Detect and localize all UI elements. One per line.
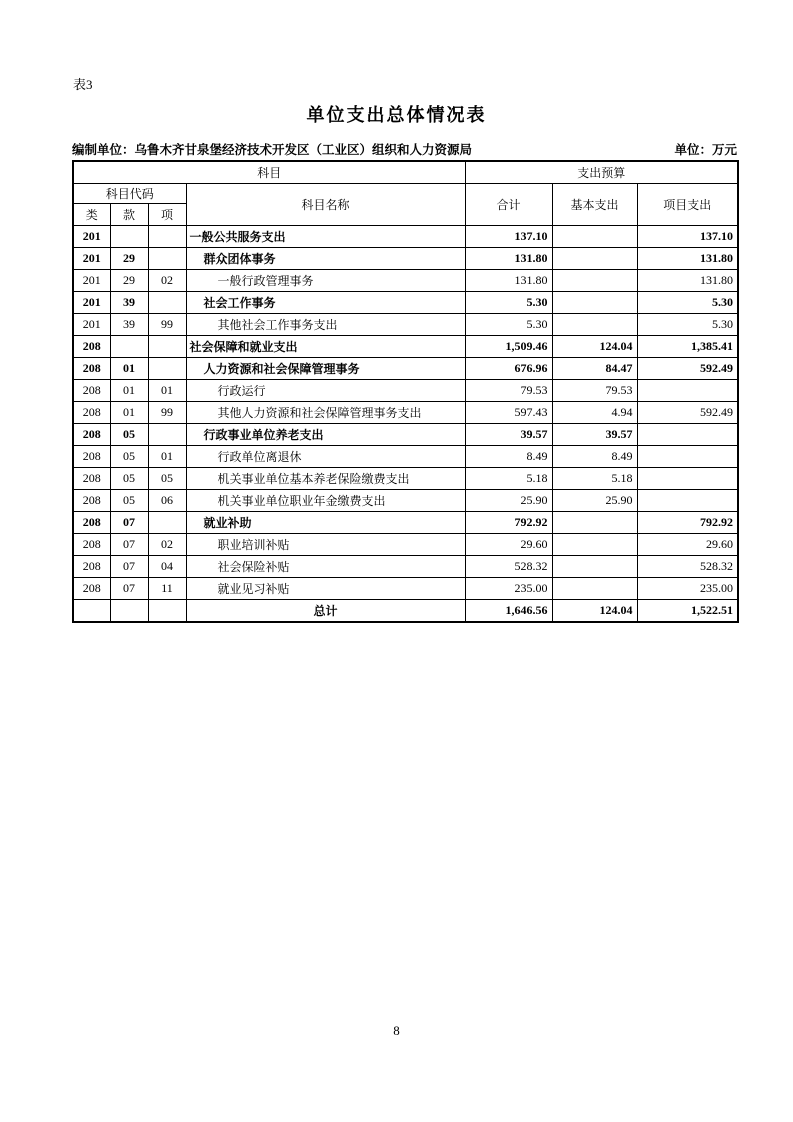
- cell-name: 人力资源和社会保障管理事务: [186, 358, 465, 380]
- table-row: [73, 336, 738, 358]
- cell-project: [637, 468, 738, 490]
- cell-name: 群众团体事务: [186, 248, 465, 270]
- cell-project: 792.92: [637, 512, 738, 534]
- table-body: [73, 226, 738, 623]
- cell-total: 131.80: [465, 248, 552, 270]
- cell-basic: 124.04: [552, 336, 637, 358]
- cell-name: 其他社会工作事务支出: [186, 314, 465, 336]
- cell-cls: 208: [73, 490, 110, 512]
- header-total: 合计: [465, 184, 552, 226]
- cell-kuan: [110, 600, 148, 623]
- cell-name: 其他人力资源和社会保障管理事务支出: [186, 402, 465, 424]
- cell-cls: [73, 600, 110, 623]
- cell-xiang: [148, 248, 186, 270]
- cell-project: 131.80: [637, 270, 738, 292]
- header-subject-code: 科目代码: [73, 184, 186, 204]
- header-xiang: 项: [148, 204, 186, 226]
- table-row: [73, 490, 738, 512]
- cell-project: 131.80: [637, 248, 738, 270]
- cell-project: [637, 490, 738, 512]
- cell-project: 235.00: [637, 578, 738, 600]
- cell-cls: 208: [73, 402, 110, 424]
- table-row: [73, 512, 738, 534]
- cell-basic: 84.47: [552, 358, 637, 380]
- info-line: [72, 140, 737, 158]
- cell-basic: [552, 248, 637, 270]
- cell-cls: 208: [73, 336, 110, 358]
- cell-kuan: 05: [110, 446, 148, 468]
- table-row: [73, 226, 738, 248]
- cell-project: [637, 380, 738, 402]
- cell-total: 131.80: [465, 270, 552, 292]
- cell-xiang: 01: [148, 446, 186, 468]
- cell-kuan: 05: [110, 490, 148, 512]
- cell-total: 235.00: [465, 578, 552, 600]
- cell-basic: [552, 226, 637, 248]
- cell-basic: [552, 270, 637, 292]
- cell-total: 1,646.56: [465, 600, 552, 623]
- table-row: [73, 534, 738, 556]
- cell-basic: [552, 292, 637, 314]
- cell-kuan: 29: [110, 248, 148, 270]
- cell-cls: 208: [73, 424, 110, 446]
- cell-total: 5.30: [465, 314, 552, 336]
- cell-project: 5.30: [637, 292, 738, 314]
- cell-xiang: 01: [148, 380, 186, 402]
- cell-name: 总计: [186, 600, 465, 623]
- header-row-groups: [73, 161, 738, 184]
- cell-basic: [552, 512, 637, 534]
- cell-name: 行政运行: [186, 380, 465, 402]
- cell-cls: 208: [73, 468, 110, 490]
- cell-project: 592.49: [637, 358, 738, 380]
- cell-name: 就业补助: [186, 512, 465, 534]
- cell-cls: 208: [73, 358, 110, 380]
- cell-basic: 39.57: [552, 424, 637, 446]
- cell-xiang: 02: [148, 270, 186, 292]
- cell-kuan: 07: [110, 512, 148, 534]
- expenditure-table: [72, 160, 739, 623]
- cell-name: 社会工作事务: [186, 292, 465, 314]
- cell-kuan: 39: [110, 314, 148, 336]
- cell-basic: [552, 314, 637, 336]
- header-class: 类: [73, 204, 110, 226]
- cell-cls: 208: [73, 446, 110, 468]
- cell-project: [637, 446, 738, 468]
- cell-total: 792.92: [465, 512, 552, 534]
- cell-kuan: 07: [110, 556, 148, 578]
- cell-total: 137.10: [465, 226, 552, 248]
- cell-total: 528.32: [465, 556, 552, 578]
- cell-name: 社会保险补贴: [186, 556, 465, 578]
- cell-kuan: 01: [110, 402, 148, 424]
- table-row: [73, 556, 738, 578]
- cell-kuan: 05: [110, 424, 148, 446]
- unit-label: 单位：万元: [674, 143, 737, 157]
- cell-project: 5.30: [637, 314, 738, 336]
- cell-cls: 201: [73, 314, 110, 336]
- cell-basic: [552, 556, 637, 578]
- cell-total: 39.57: [465, 424, 552, 446]
- cell-basic: 5.18: [552, 468, 637, 490]
- cell-cls: 201: [73, 248, 110, 270]
- cell-kuan: 07: [110, 534, 148, 556]
- cell-xiang: [148, 358, 186, 380]
- cell-project: 1,385.41: [637, 336, 738, 358]
- cell-cls: 208: [73, 578, 110, 600]
- cell-xiang: 06: [148, 490, 186, 512]
- cell-kuan: 29: [110, 270, 148, 292]
- cell-xiang: 11: [148, 578, 186, 600]
- header-subject-name: 科目名称: [186, 184, 465, 226]
- cell-cls: 201: [73, 270, 110, 292]
- table-row: [73, 578, 738, 600]
- table-header: [73, 161, 738, 226]
- cell-kuan: 01: [110, 358, 148, 380]
- cell-xiang: 02: [148, 534, 186, 556]
- cell-cls: 208: [73, 380, 110, 402]
- table-row: [73, 358, 738, 380]
- header-row-mid: [73, 184, 738, 204]
- cell-cls: 208: [73, 534, 110, 556]
- table-label: 表3: [73, 77, 93, 92]
- cell-total: 676.96: [465, 358, 552, 380]
- cell-total: 29.60: [465, 534, 552, 556]
- cell-name: 就业见习补贴: [186, 578, 465, 600]
- cell-total: 1,509.46: [465, 336, 552, 358]
- cell-kuan: [110, 226, 148, 248]
- cell-project: [637, 424, 738, 446]
- cell-cls: 208: [73, 512, 110, 534]
- cell-xiang: 99: [148, 402, 186, 424]
- cell-xiang: 99: [148, 314, 186, 336]
- cell-total: 8.49: [465, 446, 552, 468]
- page-title: 单位支出总体情况表: [306, 105, 487, 125]
- table-row: [73, 248, 738, 270]
- cell-project: 592.49: [637, 402, 738, 424]
- cell-xiang: 04: [148, 556, 186, 578]
- cell-xiang: [148, 512, 186, 534]
- cell-basic: 124.04: [552, 600, 637, 623]
- cell-cls: 201: [73, 226, 110, 248]
- cell-project: 137.10: [637, 226, 738, 248]
- table-row: [73, 292, 738, 314]
- cell-name: 机关事业单位基本养老保险缴费支出: [186, 468, 465, 490]
- cell-xiang: [148, 424, 186, 446]
- cell-xiang: 05: [148, 468, 186, 490]
- cell-xiang: [148, 226, 186, 248]
- cell-total: 5.30: [465, 292, 552, 314]
- cell-xiang: [148, 292, 186, 314]
- cell-cls: 201: [73, 292, 110, 314]
- cell-project: 29.60: [637, 534, 738, 556]
- cell-kuan: 05: [110, 468, 148, 490]
- header-basic: 基本支出: [552, 184, 637, 226]
- cell-total: 597.43: [465, 402, 552, 424]
- cell-kuan: 01: [110, 380, 148, 402]
- prepared-by-label: 编制单位：乌鲁木齐甘泉堡经济技术开发区（工业区）组织和人力资源局: [72, 143, 473, 157]
- cell-basic: [552, 578, 637, 600]
- cell-name: 一般公共服务支出: [186, 226, 465, 248]
- header-budget-group: 支出预算: [465, 161, 738, 184]
- table-row: [73, 270, 738, 292]
- cell-name: 职业培训补贴: [186, 534, 465, 556]
- cell-basic: 8.49: [552, 446, 637, 468]
- cell-cls: 208: [73, 556, 110, 578]
- table-row: [73, 424, 738, 446]
- cell-basic: [552, 534, 637, 556]
- header-subject-group: 科目: [73, 161, 465, 184]
- table-row: [73, 314, 738, 336]
- cell-name: 行政单位离退休: [186, 446, 465, 468]
- cell-total: 79.53: [465, 380, 552, 402]
- cell-name: 行政事业单位养老支出: [186, 424, 465, 446]
- cell-basic: 79.53: [552, 380, 637, 402]
- page-number: 8: [393, 1023, 400, 1038]
- cell-kuan: [110, 336, 148, 358]
- cell-name: 机关事业单位职业年金缴费支出: [186, 490, 465, 512]
- header-kuan: 款: [110, 204, 148, 226]
- cell-name: 一般行政管理事务: [186, 270, 465, 292]
- cell-kuan: 07: [110, 578, 148, 600]
- total-row: [73, 600, 738, 623]
- header-project: 项目支出: [637, 184, 738, 226]
- cell-name: 社会保障和就业支出: [186, 336, 465, 358]
- cell-xiang: [148, 600, 186, 623]
- cell-xiang: [148, 336, 186, 358]
- cell-project: 1,522.51: [637, 600, 738, 623]
- cell-basic: 4.94: [552, 402, 637, 424]
- cell-basic: 25.90: [552, 490, 637, 512]
- table-row: [73, 380, 738, 402]
- cell-kuan: 39: [110, 292, 148, 314]
- table-row: [73, 468, 738, 490]
- table-row: [73, 446, 738, 468]
- cell-total: 25.90: [465, 490, 552, 512]
- table-row: [73, 402, 738, 424]
- cell-total: 5.18: [465, 468, 552, 490]
- cell-project: 528.32: [637, 556, 738, 578]
